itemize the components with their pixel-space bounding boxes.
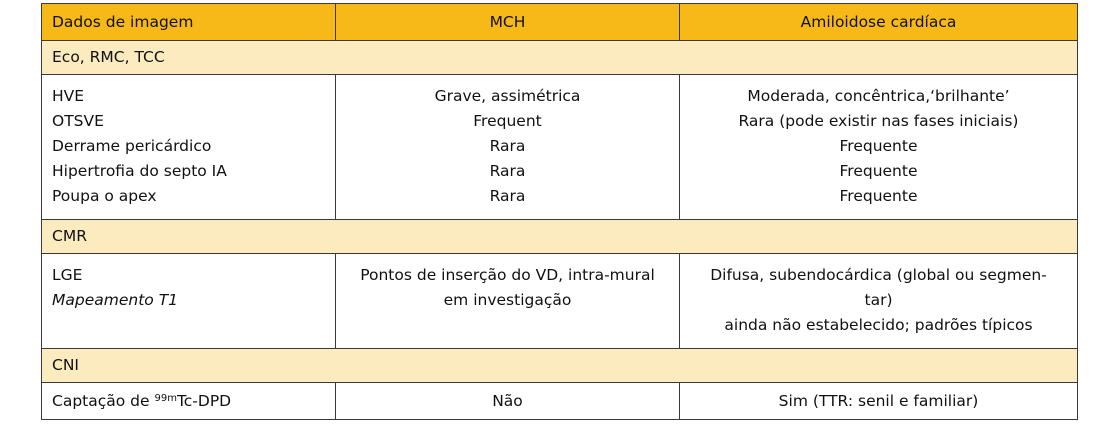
- mch-cell: [336, 75, 680, 220]
- header-amyloidosis: Amiloidose cardíaca: [680, 4, 1078, 41]
- amyloidosis-value: ainda não estabelecido; padrões típicos: [724, 316, 1033, 334]
- amyloidosis-value: Frequente: [839, 137, 918, 155]
- section-title: Eco, RMC, TCC: [42, 41, 1078, 75]
- amyloidosis-value: Sim (TTR: senil e familiar): [680, 383, 1078, 420]
- mch-value: Rara: [489, 162, 526, 180]
- comparison-table: [41, 3, 1078, 420]
- amyloidosis-cell: [680, 254, 1078, 349]
- mch-value: Não: [336, 383, 680, 420]
- amyloidosis-value: Difusa, subendocárdica (global ou segmen-: [710, 266, 1047, 284]
- table-row: [42, 383, 1078, 420]
- header-mch: MCH: [336, 4, 680, 41]
- amyloidosis-value: Frequente: [839, 187, 918, 205]
- amyloidosis-value: tar): [864, 291, 893, 309]
- mch-value: em investigação: [443, 291, 572, 309]
- mch-value: Frequent: [473, 112, 542, 130]
- section-title: CMR: [42, 220, 1078, 254]
- mch-value: Rara: [489, 187, 526, 205]
- amyloidosis-cell: [680, 75, 1078, 220]
- section-title: CNI: [42, 349, 1078, 383]
- amyloidosis-value: Rara (pode existir nas fases iniciais): [738, 112, 1019, 130]
- row-label: HVE: [52, 87, 85, 105]
- row-label-prefix: Captação de: [52, 391, 155, 410]
- header-row: [42, 4, 1078, 41]
- section-row-eco: [42, 41, 1078, 75]
- row-label-suffix: Tc-DPD: [176, 391, 232, 410]
- table-row: [42, 75, 1078, 220]
- label-cell: [42, 75, 336, 220]
- row-label: OTSVE: [52, 112, 104, 130]
- section-row-cni: [42, 349, 1078, 383]
- amyloidosis-value: Moderada, concêntrica,‘brilhante’: [747, 87, 1010, 105]
- mch-value: Pontos de inserção do VD, intra-mural: [360, 266, 655, 284]
- header-imaging-data: Dados de imagem: [42, 4, 336, 41]
- row-label: Mapeamento T1: [52, 291, 179, 309]
- label-cell: [42, 383, 336, 420]
- section-row-cmr: [42, 220, 1078, 254]
- mch-cell: [336, 254, 680, 349]
- label-cell: [42, 254, 336, 349]
- row-label: Hipertrofia do septo IA: [52, 162, 227, 180]
- row-label: Derrame pericárdico: [52, 137, 212, 155]
- mch-value: Rara: [489, 137, 526, 155]
- row-label: Poupa o apex: [52, 187, 157, 205]
- row-label: LGE: [52, 266, 83, 284]
- table-row: [42, 254, 1078, 349]
- isotope-superscript: 99m: [154, 392, 177, 404]
- mch-value: Grave, assimétrica: [434, 87, 581, 105]
- amyloidosis-value: Frequente: [839, 162, 918, 180]
